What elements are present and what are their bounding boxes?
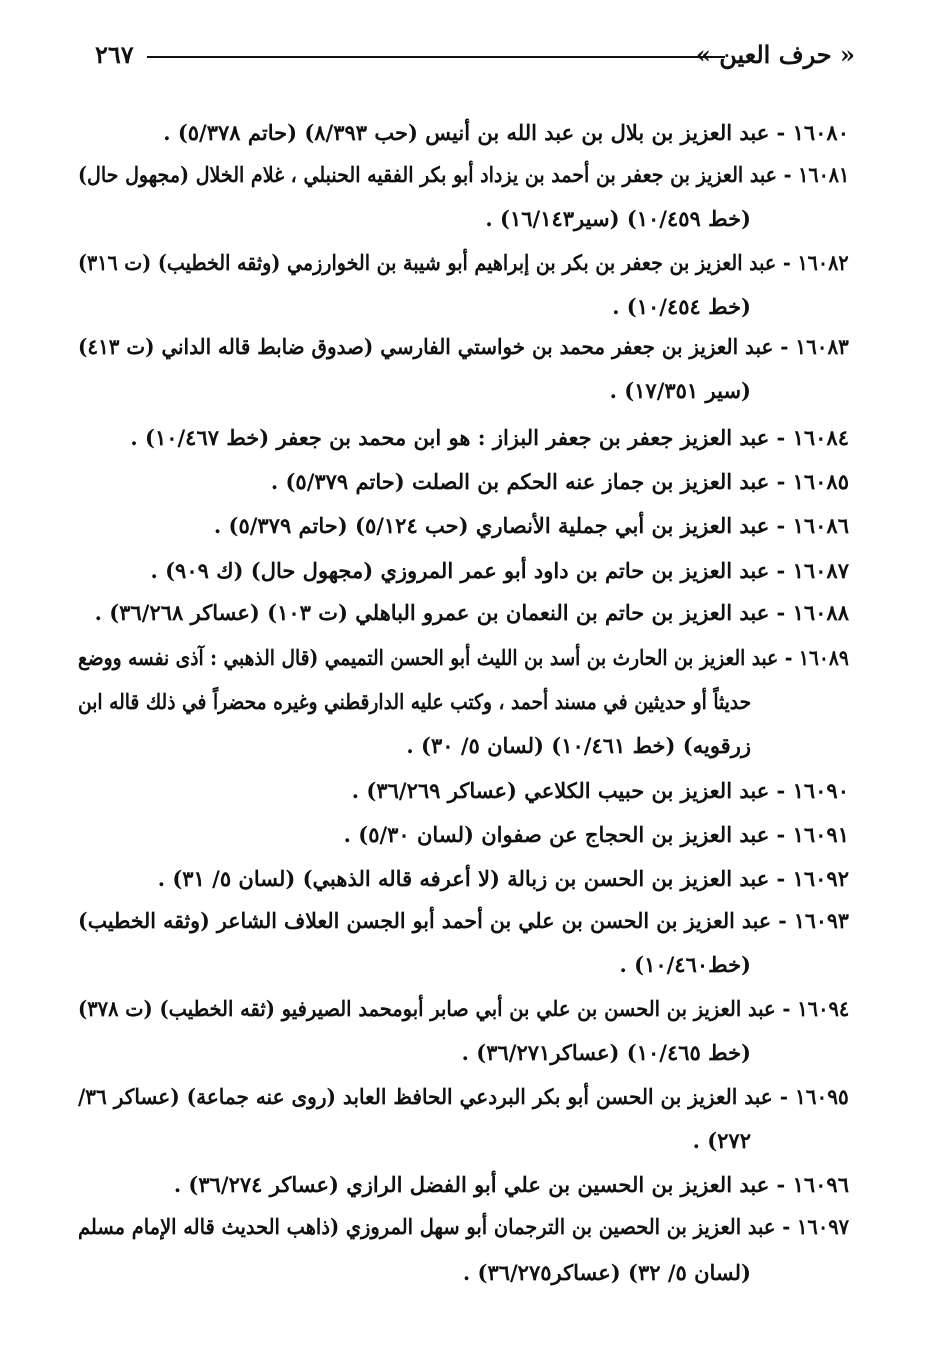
entry-continuation-line: (خط ١٠/٤٥٤) . [612, 294, 751, 319]
entry-line: ١٦٠٨٦ - عبد العزيز بن أبي جملية الأنصاري (حب ٥/١٢٤) (حاتم ٥/٣٧٩) . [213, 513, 849, 538]
entry-continuation-line: (سير ١٧/٣٥١) . [609, 378, 751, 403]
entry-continuation-line: (خط١٠/٤٦٠) . [619, 952, 751, 977]
entry-continuation-line: (خط ١٠/٤٦٥) (عساكر٣٦/٢٧١) . [461, 1040, 751, 1065]
entry-line: ١٦٠٨٥ - عبد العزيز بن جماز عنه الحكم بن الصلت (حاتم ٥/٣٧٩) . [270, 469, 849, 494]
entry-line: ١٦٠٩٢ - عبد العزيز بن الحسن بن زبالة (لا أعرفه قاله الذهبي) (لسان ٥/ ٣١) . [157, 866, 849, 891]
entry-line: ١٦٠٩٣ - عبد العزيز بن الحسن بن علي بن أحمد أبو الجسن العلاف الشاعر (وثقه الخطيب) [78, 908, 849, 933]
entry-line: ١٦٠٩٤ - عبد العزيز بن الحسن بن علي بن أبي صابر أبومحمد الصيرفيو (ثقه الخطيب) (ت ٣٧٨) [77, 996, 849, 1021]
entry-continuation-line: حديثاً أو حديثين في مسند أحمد ، وكتب عليه الدارقطني وغيره محضراً في ذلك قاله ابن [77, 689, 751, 714]
entry-line: ١٦٠٩٦ - عبد العزيز بن الحسين بن علي أبو الفضل الرازي (عساكر ٣٦/٢٧٤) . [173, 1172, 849, 1197]
entry-line: ١٦٠٩١ - عبد العزيز بن الحجاج عن صفوان (لسان ٥/٣٠) . [343, 822, 849, 847]
entry-line: ١٦٠٩٧ - عبد العزيز بن الحصين بن الترجمان أبو سهل المروزي (ذاهب الحديث قاله الإمام مسلم [77, 1214, 849, 1239]
entry-line: ١٦٠٨٩ - عبد العزيز بن الحارث بن أسد بن الليث أبو الحسن التميمي (قال الذهبي : آذى نفسه ووضع [78, 645, 849, 670]
page-number: ٢٦٧ [95, 40, 134, 69]
entry-line: ١٦٠٨٢ - عبد العزيز بن جعفر بن بكر بن إبراهيم أبو شيبة بن الخوارزمي (وثقه الخطيب) (ت ٣١٦) [78, 250, 849, 275]
entry-line: ١٦٠٩٠ - عبد العزيز بن حبيب الكلاعي (عساكر ٣٦/٢٦٩) . [351, 778, 849, 803]
entry-continuation-line: (خط ١٠/٤٥٩) (سير١٦/١٤٣) . [485, 206, 751, 231]
entry-continuation-line: (لسان ٥/ ٣٢) (عساكر٣٦/٢٧٥) . [462, 1260, 751, 1285]
entry-continuation-line: ٢٧٢) . [692, 1128, 751, 1153]
entry-continuation-line: زرقويه) (خط ١٠/٤٦١) (لسان ٥/ ٣٠) . [406, 733, 751, 758]
entry-line: ١٦٠٨٣ - عبد العزيز بن جعفر محمد بن خواستي الفارسي (صدوق ضابط قاله الداني (ت ٤١٣) [78, 334, 849, 359]
entry-line: ١٦٠٨٧ - عبد العزيز بن حاتم بن داود أبو عمر المروزي (مجهول حال) (ك ٩٠٩) . [150, 558, 849, 583]
entry-line: ١٦٠٩٥ - عبد العزيز بن الحسن أبو بكر البردعي الحافظ العابد (روى عنه جماعة) (عساكر ٣٦/ [78, 1084, 849, 1109]
entry-line: ١٦٠٨٠ - عبد العزيز بن بلال بن عبد الله بن أنيس (حب ٨/٣٩٣) (حاتم ٥/٣٧٨) . [163, 120, 849, 145]
entry-line: ١٦٠٨٨ - عبد العزيز بن حاتم بن النعمان بن عمرو الباهلي (ت ١٠٣) (عساكر ٣٦/٢٦٨) . [94, 600, 849, 625]
entry-line: ١٦٠٨٤ - عبد العزيز جعفر بن جعفر البزاز : هو ابن محمد بن جعفر (خط ١٠/٤٦٧) . [130, 425, 849, 450]
entry-line: ١٦٠٨١ - عبد العزيز بن جعفر بن أحمد بن يزداد أبو بكر الفقيه الحنبلي ، غلام الخلال (مجهول حال) [77, 162, 849, 187]
chapter-title: « حرف العين » [695, 40, 855, 69]
